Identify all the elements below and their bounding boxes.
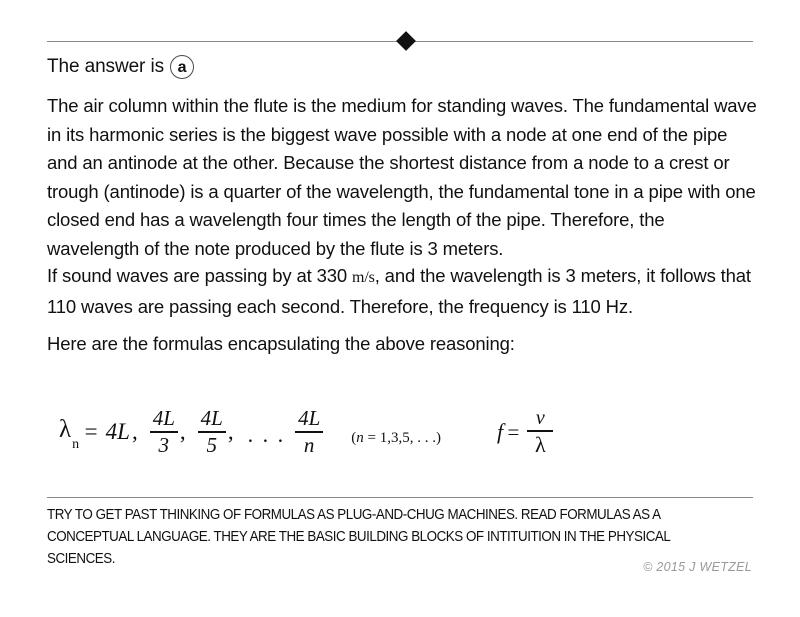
wavelength-equals-sign: = — [83, 419, 99, 444]
answer-prefix-text: The answer is — [47, 56, 164, 77]
paragraph-2-tail: , and the wavelength is 3 meters, it follows that 110 waves are passing each second. Therefore, the frequency is 110 Hz. — [47, 265, 751, 317]
wavelength-comma-1: , — [131, 419, 138, 444]
diamond-marker-icon — [396, 31, 416, 51]
footer-note: TRY TO GET PAST THINKING OF FORMULAS AS PLUG-AND-CHUG MACHINES. READ FORMULAS AS A CONCEPTUAL LANGUAGE. THEY ARE THE BASIC BUILDING BLOCKS OF INTITUITION IN THE PHYSICAL SCIENCES. — [47, 507, 670, 567]
wavelength-condition — [351, 430, 441, 447]
fraction-denominator: n — [303, 432, 315, 457]
wavelength-ellipsis: . . . — [247, 422, 286, 447]
condition-variable: n — [356, 429, 364, 446]
frequency-formula — [497, 392, 555, 472]
lambda-symbol: $\lambda_n$ — [59, 416, 80, 452]
condition-close-paren: ) — [435, 429, 441, 446]
wavelength-comma-2: , — [179, 419, 186, 444]
bottom-divider — [47, 497, 753, 498]
fraction-4L-over-3 — [150, 408, 178, 456]
fraction-v-over-lambda — [527, 408, 553, 456]
frequency-symbol: f — [497, 419, 504, 444]
explanation-paragraph-1: The air column within the flute is the medium for standing waves. The fundamental wave in its harmonic series is the biggest wave possible with a node at one end of the pipe and an antinode at the other. Because the shortest distance from a node to a crest or trough (antinode) is a quarter of the wavelength, the fundamental tone in a pipe with one closed end has a wavelength four times the length of the pipe. Therefore, the wavelength of the note produced by the flute is 3 meters. — [47, 95, 757, 259]
condition-values: = 1,3,5, . . . — [363, 429, 436, 446]
fraction-denominator: λ — [534, 431, 546, 457]
paragraph-2-lead: If sound waves are passing by at 330 — [47, 265, 353, 286]
fraction-numerator: 4L — [298, 406, 321, 431]
explanation-paragraph-2 — [47, 262, 760, 321]
wavelength-formula — [59, 392, 441, 472]
formula-block — [47, 392, 760, 478]
answer-choice-badge: a — [170, 55, 194, 79]
fraction-numerator: 4L — [152, 406, 175, 431]
fraction-numerator: 4L — [200, 406, 223, 431]
lambda-subscript: n — [72, 437, 80, 452]
fraction-numerator: v — [535, 407, 545, 430]
frequency-equals-sign: = — [506, 419, 521, 444]
fraction-4L-over-n — [295, 408, 323, 456]
fraction-4L-over-5 — [198, 408, 226, 456]
copyright-text: © 2015 J WETZEL — [643, 560, 752, 574]
answer-line — [47, 54, 194, 80]
fraction-denominator: 5 — [206, 432, 217, 457]
wavelength-first-term: 4L — [105, 419, 130, 444]
explanation-paragraph-3: Here are the formulas encapsulating the above reasoning: — [47, 333, 515, 354]
condition-open-paren: ( — [351, 429, 357, 446]
wavelength-comma-3: , — [227, 419, 234, 444]
top-divider — [47, 41, 753, 43]
fraction-denominator: 3 — [158, 432, 170, 457]
speed-unit-label: m/s — [352, 269, 375, 286]
